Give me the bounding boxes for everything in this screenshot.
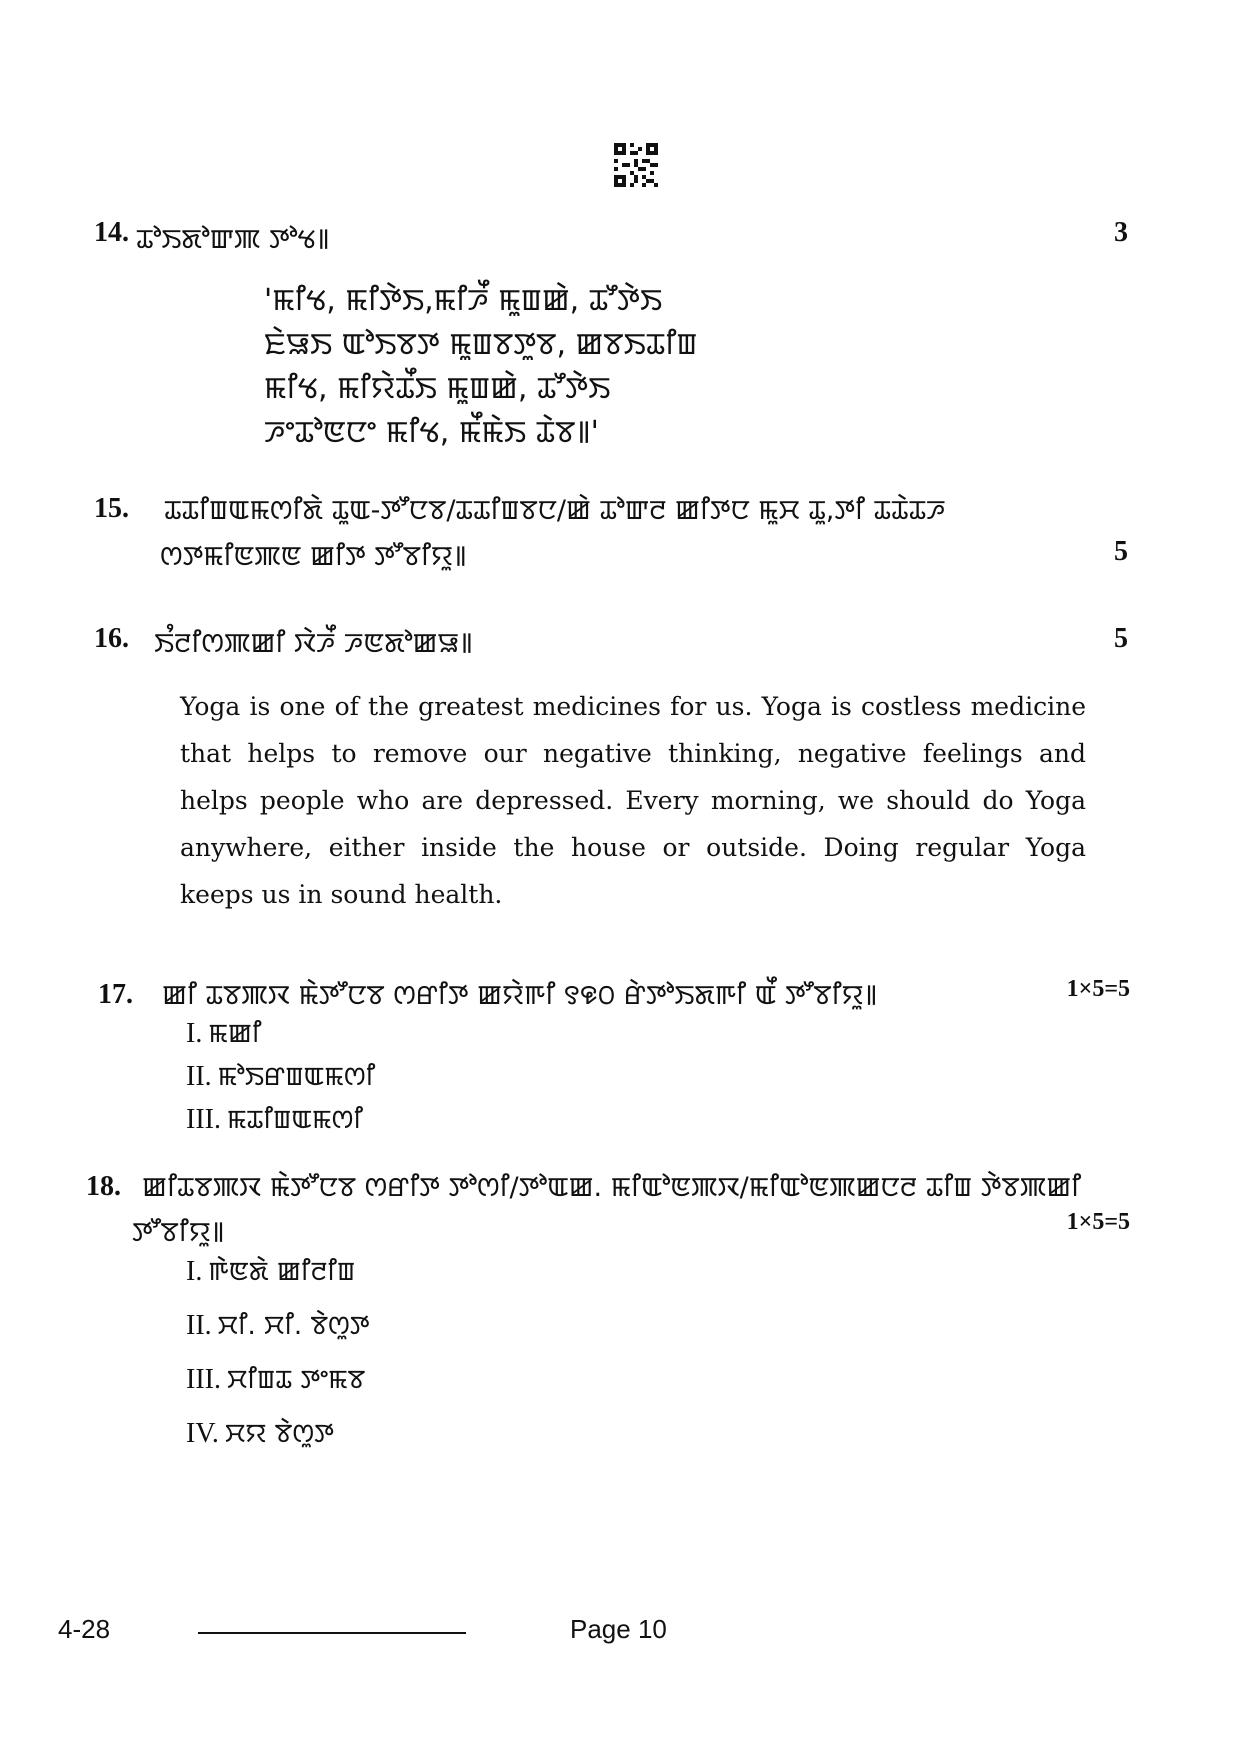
paper-code: 4-28 (58, 1614, 111, 1644)
option-roman: I. (186, 1018, 203, 1049)
question-prompt: ꯀꯤ ꯊꯕꯄꯋ ꯃꯥꯇꯧꯅꯕ ꯁꯔꯤꯇ ꯀꯌꯥꯒꯤ ꯱꯶꯰ ꯔꯥꯇꯣꯏꯗꯒꯤ ꯑꯩ ꯇꯧꯕꯤꯌꯨ꯫ (162, 980, 878, 1011)
poem-line: ꯃꯤꯠ, ꯃꯤꯌꯥꯊꯩꯏ ꯃꯨꯡꯀꯥ, ꯊꯧꯇꯥꯏ (264, 371, 611, 406)
english-passage: Yoga is one of the greatest medicines for us. Yoga is costless medicine that helps to remove our negative thinking, negative feelings and helps people who are depressed. Every morning, we should do Yoga anywhere, either inside the house or outside. Doing regular Yoga keeps us in sound health. (180, 692, 1086, 909)
page-number: Page 10 (570, 1614, 667, 1644)
option-i (186, 1253, 355, 1289)
question-number: 16. (94, 623, 129, 654)
question-marks: 1×5=5 (1066, 976, 1130, 1002)
question-marks: 3 (1114, 217, 1128, 248)
option-iii (186, 1361, 365, 1397)
question-number: 17. (98, 979, 133, 1010)
question-prompt-continued: ꯇꯧꯕꯤꯌꯨ꯫ (132, 1217, 225, 1248)
qr-code-icon (614, 143, 658, 187)
option-text: ꯆꯌ ꯕꯥꯁꯨꯇ (224, 1419, 334, 1449)
option-iv (186, 1415, 334, 1451)
question-marks: 1×5=5 (1066, 1209, 1130, 1235)
option-roman: IV. (186, 1418, 219, 1449)
option-roman: III. (186, 1364, 221, 1395)
poem-line: 'ꯃꯤꯠ, ꯃꯤꯇꯥꯏ,ꯃꯤꯍꯩ ꯃꯨꯡꯀꯥ, ꯊꯧꯇꯥꯏ (264, 283, 663, 318)
question-prompt: ꯊꯊꯤꯡꯑꯃꯁꯤꯗꯥ ꯊꯨꯑ-ꯇꯧꯅꯕ/ꯊꯊꯤꯡꯕꯅ/ꯀꯥ ꯊꯣꯛꯂ ꯀꯤꯇꯅ ꯃꯨꯆ ꯊꯨ,ꯇꯤ ꯊꯊꯥꯊꯍ (164, 495, 946, 526)
option-text: ꯃꯣꯏꯔꯡꯑꯃꯁꯤ (217, 1062, 376, 1092)
question-prompt: ꯏꯪꯂꯤꯁꯄꯀꯤ ꯋꯥꯍꯩ ꯍꯟꯗꯣꯀꯎ꯫ (154, 628, 473, 659)
option-ii (186, 1307, 370, 1343)
option-roman: I. (186, 1256, 203, 1287)
option-text: ꯃꯀꯤ (208, 1019, 262, 1049)
option-text: ꯆꯤꯡꯊ ꯇꯦꯃꯕ (226, 1365, 366, 1395)
poem-line: ꯍꯦꯊꯣꯟꯅꯦ ꯃꯤꯠ, ꯃꯩꯃꯥꯏ ꯊꯥꯕ꯫' (264, 415, 599, 450)
question-number: 18. (86, 1171, 121, 1202)
option-iii (186, 1101, 363, 1137)
option-roman: II. (186, 1310, 212, 1341)
option-i (186, 1015, 261, 1051)
question-marks: 5 (1114, 623, 1128, 654)
footer-divider (198, 1632, 466, 1634)
option-text: ꯒꯥꯟꯗꯥ ꯀꯤꯂꯤꯡ (208, 1257, 356, 1287)
question-prompt: ꯊꯣꯏꯗꯣꯛꯄ ꯇꯣꯠ꯫ (136, 224, 330, 255)
question-number: 14. (94, 217, 129, 248)
poem-line: ꯐꯥꯎꯏ ꯑꯣꯏꯕꯇ ꯃꯨꯡꯕꯇꯨꯕ, ꯀꯕꯏꯊꯤꯡ (264, 327, 698, 362)
question-prompt: ꯀꯤꯊꯕꯄꯋ ꯃꯥꯇꯧꯅꯕ ꯁꯔꯤꯇ ꯇꯣꯁꯤ/ꯇꯣꯑꯀ. ꯃꯤꯑꯣꯟꯄꯋ/ꯃꯤꯑꯣꯟꯄꯀꯅꯂ ꯊꯤꯡ ꯇꯥꯕꯄꯀꯤ (142, 1172, 1082, 1203)
option-text: ꯆꯤ. ꯆꯤ. ꯕꯥꯁꯨꯇ (217, 1311, 370, 1341)
question-number: 15. (94, 493, 129, 524)
option-roman: II. (186, 1061, 212, 1092)
question-marks: 5 (1114, 536, 1128, 567)
option-text: ꯃꯊꯤꯡꯑꯃꯁꯤ (226, 1105, 363, 1135)
option-ii (186, 1058, 375, 1094)
question-prompt-continued: ꯁꯇꯃꯤꯟꯄꯟ ꯀꯤꯇ ꯇꯧꯕꯤꯌꯨ꯫ (160, 541, 467, 572)
option-roman: III. (186, 1104, 221, 1135)
